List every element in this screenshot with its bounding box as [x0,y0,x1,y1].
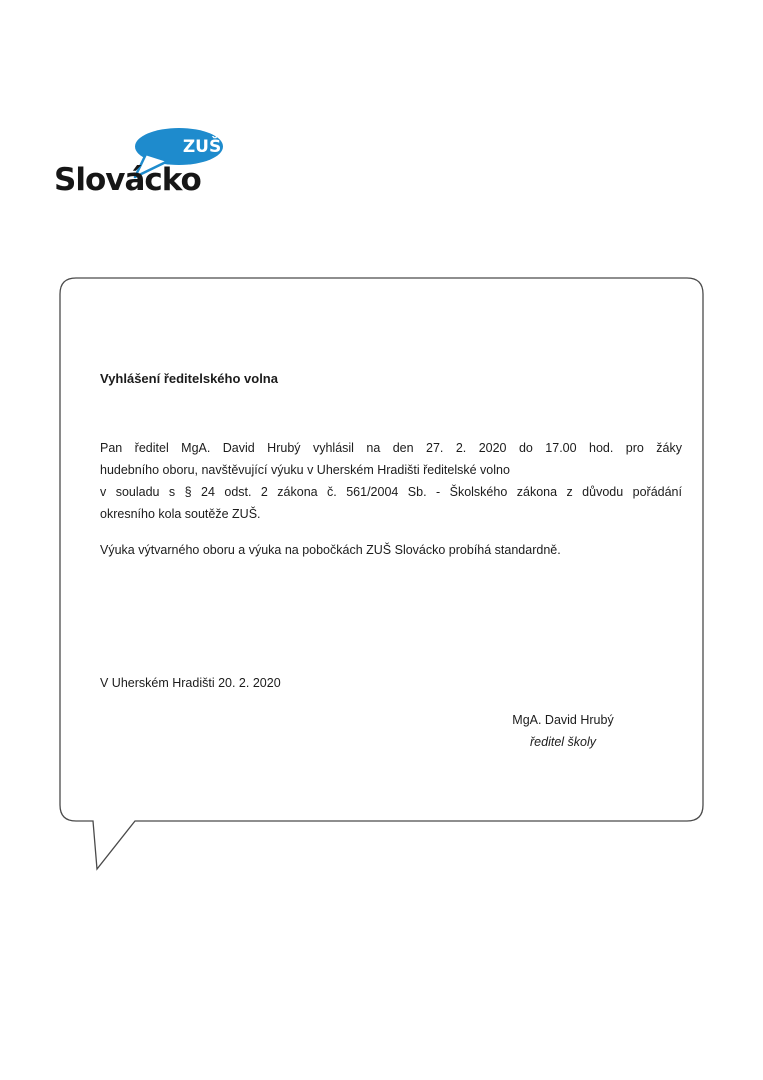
letter-paragraph-1 [100,437,682,525]
signature-block [463,709,663,753]
body-line: v souladu s § 24 odst. 2 zákona č. 561/2004 Sb. - Školského zákona z důvodu pořádání [100,485,682,499]
signature-name: MgA. David Hrubý [512,713,614,727]
place-and-date: V Uherském Hradišti 20. 2. 2020 [100,676,281,690]
body-line: Pan ředitel MgA. David Hrubý vyhlásil na den 27. 2. 2020 do 17.00 hod. pro žáky [100,441,682,455]
letter-title: Vyhlášení ředitelského volna [100,371,278,386]
speech-bubble-outline [60,278,703,869]
logo-brand-text: Slovácko [54,162,201,198]
body-line: hudebního oboru, navštěvující výuku v Uherském Hradišti ředitelské volno [100,463,510,477]
logo-bubble-text: ZUŠ [182,137,222,157]
signature-role: ředitel školy [530,735,596,749]
body-line: okresního kola soutěže ZUŠ. [100,507,261,521]
letter-paragraph-2: Výuka výtvarného oboru a výuka na pobočkách ZUŠ Slovácko probíhá standardně. [100,543,561,557]
